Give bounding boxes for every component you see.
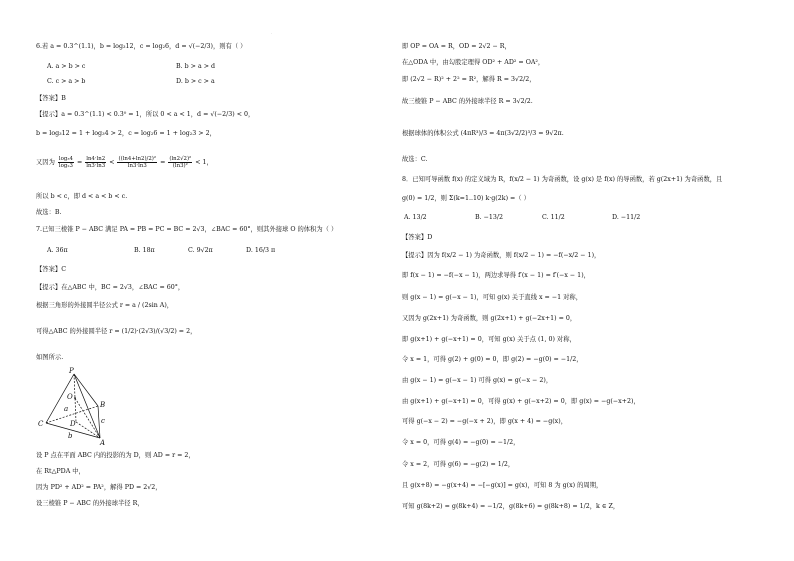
solution-line: 即 (2√2 − R)² + 2² = R²，解得 R = 3√2/2， xyxy=(402,76,536,83)
fraction: $\frac{\text{((ln4+ln2)/2)²}}{\ln 3\cdot\ln 3}$ xyxy=(118,156,157,169)
q6-hint-line: b = log₃12 = 1 + log₃4 > 2，c = log₂6 = 1 + log₂3 > 2， xyxy=(36,130,216,137)
q8-option-c: C. 11/2 xyxy=(542,214,565,221)
q8-stem: 8．已知可导函数 f(x) 的定义域为 R，f(x/2 − 1) 为奇函数，设 g(x) 是 f(x) 的导函数，若 g(2x+1) 为奇函数，且 xyxy=(402,176,723,183)
label-b: B xyxy=(100,401,106,409)
header-mark: · xyxy=(271,31,273,36)
q8-hint-line: 且 g(x+8) = −g(x+4) = −[−g(x)] = g(x)，可知 8 为 g(x) 的周期， xyxy=(402,482,603,489)
q7-hint-line: 如图所示. xyxy=(36,354,64,361)
q7-hint-line: 在 Rt△PDA 中， xyxy=(36,468,85,475)
q8-hint-line: 又因为 g(2x+1) 为奇函数，则 g(2x+1) + g(−2x+1) = 0， xyxy=(402,315,577,322)
q7-hint-line: 设 P 点在平面 ABC 内的投影的为 D，则 AD = r = 2， xyxy=(36,452,195,459)
q8-hint-line: 【提示】因为 f(x/2 − 1) 为奇函数，则 f(x/2 − 1) = −f(−x/2 − 1)， xyxy=(402,252,601,259)
q8-hint-line: 令 x = 0，可得 g(4) = −g(0) = −1/2， xyxy=(402,439,520,446)
q8-hint-line: 令 x = 2，可得 g(6) = −g(2) = 1/2， xyxy=(402,461,515,468)
q7-hint-line: 设三棱锥 P − ABC 的外接球半径 R， xyxy=(36,500,144,507)
q6-hint-ratio: 又因为 $\frac{\text{log₃4}}{\text{log₂3}}$ = $\frac{\ln 4\cdot\ln 2}{\ln 3\cdot\ln 3}$ < $\frac{\text{((ln4+ln2)/2)²}}{\ln 3\cdot\ln 3}$ = $\frac{\text{(ln2√2)²}}{\text{(ln3)²}}$ < 1， xyxy=(36,156,213,169)
q8-hint-line: 由 g(x+1) + g(−x+1) = 0，可得 g(x) + g(−x+2) = 0，即 g(x) = −g(−x+2)， xyxy=(402,398,640,405)
q7-hint-line: 因为 PD² + AD² = PA²，解得 PD = 2√2， xyxy=(36,484,162,491)
q6-option-a: A. a > b > c xyxy=(47,63,86,70)
q7-hint-line: 根据三角形的外接圆半径公式 r = a / (2sin A)， xyxy=(36,302,174,309)
label-o: O xyxy=(67,393,73,401)
q6-hint-line: 【提示】a = 0.3^(1.1) < 0.3⁰ = 1，所以 0 < a < 1，d = √(−2/3) < 0， xyxy=(36,111,255,118)
q6-option-b: B. b > a > d xyxy=(176,63,216,70)
q6-hint-line: 所以 b < c，即 d < a < b < c. xyxy=(36,193,128,200)
q6-option-d: D. b > c > a xyxy=(176,78,215,85)
q6-hint-line: 故选：B. xyxy=(36,209,62,216)
q7-option-b: B. 18π xyxy=(134,247,155,254)
q8-hint-line: 由 g(x − 1) = g(−x − 1) 可得 g(x) = g(−x − 2)， xyxy=(402,377,553,384)
label-a: A xyxy=(100,439,106,447)
label-c: C xyxy=(38,420,44,428)
solution-line: 根据球体的体积公式 (4πR³)/3 = 4π(3√2/2)³/3 = 9√2π. xyxy=(402,130,564,137)
q6-stem: 6.若 a = 0.3^(1.1)，b = log₃12，c = log₂6，d = √(−2/3)，则有（ ） xyxy=(36,43,247,50)
fraction: $\frac{\text{log₃4}}{\text{log₂3}}$ xyxy=(58,156,73,169)
q8-hint-line: 则 g(x − 1) = g(−x − 1)，可知 g(x) 关于直线 x = −1 对称， xyxy=(402,294,582,301)
label-a-small: a xyxy=(64,405,69,413)
center-o xyxy=(74,397,76,399)
fraction: $\frac{\ln 4\cdot\ln 2}{\ln 3\cdot\ln 3}$ xyxy=(86,156,106,169)
q8-stem: g(0) = 1/2，则 Σ(k=1..10) k·g(2k) =（ ） xyxy=(402,195,530,202)
solution-line: 故选：C. xyxy=(402,156,428,163)
q7-answer: 【答案】C xyxy=(36,266,67,273)
solution-line: 即 OP = OA = R，OD = 2√2 − R， xyxy=(402,43,511,50)
q7-stem: 7.已知三棱锥 P − ABC 满足 PA = PB = PC = BC = 2√3，∠BAC = 60°，则其外接球 O 的体积为（ ） xyxy=(36,226,338,233)
label-b-small: b xyxy=(68,432,73,440)
solution-line: 故三棱锥 P − ABC 的外接球半径 R = 3√2/2. xyxy=(402,98,533,105)
label-p: P xyxy=(69,367,74,375)
solution-line: 在△ODA 中，由勾股定理得 OD² + AD² = OA²， xyxy=(402,59,545,66)
q8-option-a: A. 13/2 xyxy=(404,214,427,221)
q8-hint-line: 可知 g(8k+2) = g(8k+4) = −1/2，g(8k+6) = g(8k+8) = 1/2，k ∈ Z， xyxy=(402,503,620,510)
q7-option-c: C. 9√2π xyxy=(188,247,213,254)
q7-hint-line: 可得△ABC 的外接圆半径 r = (1/2)·(2√3)/(√3/2) = 2， xyxy=(36,328,197,335)
label-d: D xyxy=(70,420,76,428)
label-c-small: c xyxy=(101,417,105,425)
edge-pb xyxy=(74,374,98,406)
edge-pa xyxy=(74,374,100,438)
q7-option-d: D. 16/3 π xyxy=(246,247,276,254)
q8-hint-line: 令 x = 1，可得 g(2) + g(0) = 0，即 g(2) = −g(0) = −1/2， xyxy=(402,356,583,363)
q7-hint-line: 【提示】在△ABC 中，BC = 2√3，∠BAC = 60°， xyxy=(36,284,185,291)
q6-hint-lhs: 又因为 xyxy=(36,159,55,166)
q8-hint-line: 即 f(x − 1) = −f(−x − 1)，两边求导得 f′(x − 1) = f′(−x − 1)， xyxy=(402,272,590,279)
q8-option-d: D. −11/2 xyxy=(612,214,641,221)
q6-answer: 【答案】B xyxy=(36,95,66,102)
q8-hint-line: 即 g(x+1) + g(−x+1) = 0，可知 g(x) 关于点 (1, 0) 对称， xyxy=(402,336,576,343)
q8-option-b: B. −13/2 xyxy=(475,214,504,221)
tetrahedron-figure xyxy=(36,366,116,448)
q8-hint-line: 可得 g(−x − 2) = −g(−x + 2)，即 g(x + 4) = −g(x)， xyxy=(402,418,567,425)
fraction: $\frac{\text{(ln2√2)²}}{\text{(ln3)²}}$ xyxy=(169,156,192,169)
q7-option-a: A. 36π xyxy=(47,247,68,254)
q8-answer: 【答案】D xyxy=(402,234,433,241)
q6-option-c: C. c > a > b xyxy=(47,78,86,85)
